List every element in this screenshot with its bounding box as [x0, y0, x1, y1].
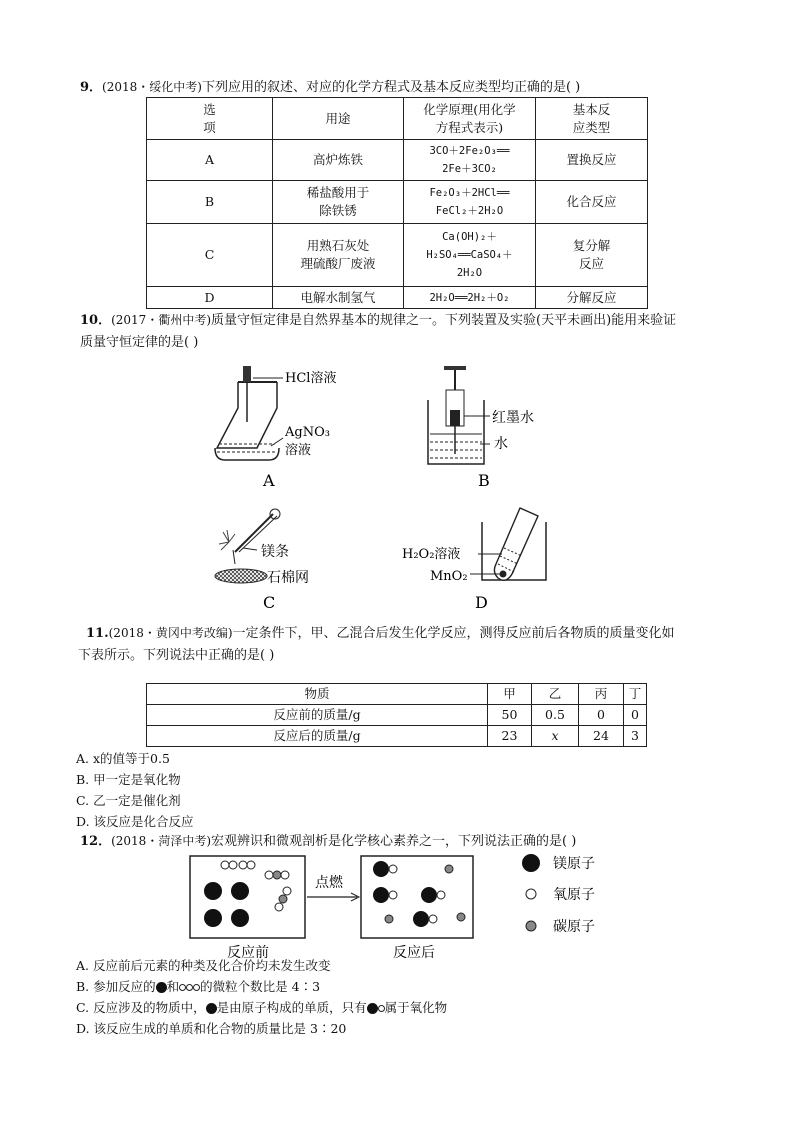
q11-cell: x: [532, 726, 579, 747]
legend-o: 氧原子: [553, 887, 595, 903]
q12-option-c-part3: 属于氧化物: [384, 1000, 448, 1015]
mno2-powder: [500, 571, 507, 578]
table-row: [147, 726, 647, 747]
c-atom-icon: [526, 921, 536, 931]
q11-header-ding: 丁: [624, 684, 647, 705]
q9-cell-eq: [404, 140, 536, 181]
q9-eq-line: 2H₂O══2H₂＋O₂: [429, 291, 510, 304]
q9-text: 下列应用的叙述、对应的化学方程式及基本反应类型均正确的是( ): [201, 80, 581, 95]
q12-option-c-part1: C. 反应涉及的物质中，: [76, 1000, 206, 1015]
q11-line1: 一定条件下，甲、乙混合后发生化学反应，测得反应前后各物质的质量变化如: [232, 626, 675, 641]
mgo-molecule-icon: [367, 1003, 378, 1014]
q10-stem: [80, 309, 676, 354]
q11-cell: 0: [624, 705, 647, 726]
flask-base: [215, 448, 279, 460]
arrow-label: 点燃: [315, 875, 343, 891]
fig-c-bottom-label: 石棉网: [267, 570, 309, 586]
q9-cell-opt: A: [147, 140, 273, 181]
q10-number: 10．: [80, 313, 112, 328]
q9-cell-use: 高炉炼铁: [273, 140, 404, 181]
q9-number: 9．: [80, 80, 103, 95]
mg-atom-icon: [156, 982, 167, 993]
q9-cell-type: 置换反应: [536, 140, 648, 181]
q9-header-type: 基本反 应类型: [536, 98, 648, 140]
fig-c-letter: C: [263, 593, 276, 612]
q12-option-b-part1: B. 参加反应的: [76, 979, 156, 994]
q9-cell-eq: [404, 287, 536, 309]
q11-row-label: 反应后的质量/g: [147, 726, 488, 747]
q12-options: [76, 955, 447, 1039]
fig-a-letter: A: [263, 471, 275, 490]
red-ink: [450, 410, 460, 426]
after-particles: [373, 861, 465, 927]
q12-option-c: [76, 997, 447, 1018]
q9-cell-eq: [404, 181, 536, 224]
q11-cell: 50: [488, 705, 532, 726]
asbestos-net: [215, 569, 267, 583]
fig-d-bottom-label: MnO₂: [430, 569, 468, 584]
q9-eq-line: 3CO＋2Fe₂O₃══: [429, 145, 510, 157]
mg-ribbon: [233, 550, 235, 564]
q9-cell-use: 稀盐酸用于 除铁锈: [273, 181, 404, 224]
q11-cell: 23: [488, 726, 532, 747]
o-atom-icon: [526, 889, 536, 899]
q9-eq-line: FeCl₂＋2H₂O: [435, 205, 504, 217]
q11-source: (2018・黄冈中考改编): [108, 626, 233, 640]
q11-header-bing: 丙: [579, 684, 624, 705]
o2-molecule-icon: [179, 984, 186, 991]
q11-header-substance: 物质: [147, 684, 488, 705]
q9-header-principle: 化学原理(用化学 方程式表示): [404, 98, 536, 140]
q12-text: 宏观辨识和微观剖析是化学核心素养之一，下列说法正确的是( ): [211, 834, 577, 849]
table-row: [147, 140, 648, 181]
q12-number: 12．: [80, 834, 112, 849]
q11-stem: [78, 622, 675, 667]
fig-d-letter: D: [475, 593, 488, 612]
table-row: [147, 181, 648, 224]
q12-option-d: D. 该反应生成的单质和化合物的质量比是 3∶20: [76, 1021, 347, 1036]
q9-eq-line: H₂SO₄══CaSO₄＋: [426, 249, 513, 261]
q12-option-a: A. 反应前后元素的种类及化合价均未发生改变: [76, 958, 331, 973]
q11-number: 11.: [86, 626, 109, 641]
figure-a-flask: [205, 360, 345, 490]
q11-option-d: D. 该反应是化合反应: [76, 814, 194, 829]
before-particles: [204, 861, 291, 927]
q11-cell: 0.5: [532, 705, 579, 726]
q9-eq-line: Fe₂O₃＋2HCl══: [429, 187, 510, 199]
q9-eq-line: Ca(OH)₂＋: [442, 231, 497, 243]
plunger-head: [444, 366, 466, 370]
q11-header-yi: 乙: [532, 684, 579, 705]
q12-stem: [80, 830, 576, 853]
c-atom-small-icon: [186, 984, 193, 991]
dropper-bulb: [243, 366, 251, 382]
legend-c: 碳原子: [553, 919, 595, 935]
q12-option-b: [76, 976, 447, 997]
mg-atom-icon: [522, 854, 540, 872]
q9-cell-type: 化合反应: [536, 181, 648, 224]
q12-source: (2018・菏泽中考): [111, 834, 211, 848]
q11-option-a: A. x的值等于0.5: [76, 751, 170, 766]
table-row: [147, 224, 648, 287]
q11-table: [146, 683, 647, 747]
q10-line1: 质量守恒定律是自然界基本的规律之一。下列装置及实验(天平未画出)能用来验证: [211, 313, 677, 328]
q9-cell-opt: B: [147, 181, 273, 224]
fig-a-bottom-label1: AgNO₃: [285, 425, 330, 440]
fig-b-letter: B: [478, 471, 490, 490]
q9-eq-line: 2Fe＋3CO₂: [442, 163, 497, 175]
q9-cell-opt: D: [147, 287, 273, 309]
q9-cell-type: 分解反应: [536, 287, 648, 309]
q11-cell: 3: [624, 726, 647, 747]
mg-atom-icon: [206, 1003, 217, 1014]
o-atom-small-icon: [378, 1005, 385, 1012]
q11-option-c: C. 乙一定是催化剂: [76, 793, 181, 808]
table-row: [147, 287, 648, 309]
q9-cell-use: 用熟石灰处 理硫酸厂废液: [273, 224, 404, 287]
q9-table: [146, 97, 648, 309]
q10-line2: 质量守恒定律的是( ): [80, 335, 199, 350]
q11-options: [76, 748, 194, 832]
q9-header-use: 用途: [273, 98, 404, 140]
fig-a-top-label: HCl溶液: [285, 371, 337, 386]
legend-mg: 镁原子: [553, 856, 595, 872]
q11-cell: 0: [579, 705, 624, 726]
q9-eq-line: 2H₂O: [456, 267, 483, 279]
q10-source: (2017・衢州中考): [111, 313, 211, 327]
q12-option-b-part3: 的微粒个数比是 4∶3: [200, 979, 321, 994]
q9-cell-opt: C: [147, 224, 273, 287]
fig-d-top-label: H₂O₂溶液: [402, 547, 461, 562]
fig-b-bottom-label: 水: [494, 436, 508, 452]
q9-cell-type: 复分解 反应: [536, 224, 648, 287]
leader-line: [243, 548, 257, 550]
q12-option-c-part2: 是由原子构成的单质，只有: [216, 1000, 367, 1015]
q9-cell-use: 电解水制氢气: [273, 287, 404, 309]
q9-cell-eq: [404, 224, 536, 287]
q9-source: (2018・绥化中考): [102, 80, 202, 94]
q11-option-b: B. 甲一定是氧化物: [76, 772, 181, 787]
q11-line2: 下表所示。下列说法中正确的是( ): [78, 648, 275, 663]
leader-line: [271, 438, 283, 446]
legend: [522, 854, 595, 935]
q9-header-option: 选 项: [147, 98, 273, 140]
figure-c-magnesium: [205, 500, 345, 615]
fig-b-top-label: 红墨水: [492, 410, 534, 426]
q12-reaction-diagram: [185, 853, 625, 963]
table-row: [147, 705, 647, 726]
q11-row-label: 反应前的质量/g: [147, 705, 488, 726]
q11-cell: 24: [579, 726, 624, 747]
test-tube: [494, 508, 538, 580]
figure-d-testtube: [400, 500, 570, 615]
fig-a-bottom-label2: 溶液: [285, 443, 312, 458]
after-label: 反应后: [393, 945, 435, 961]
before-label: 反应前: [227, 945, 269, 961]
fig-c-top-label: 镁条: [261, 544, 289, 560]
q12-option-b-part2: 和: [166, 979, 180, 994]
q9-stem: [80, 76, 580, 99]
q11-header-jia: 甲: [488, 684, 532, 705]
figure-b-syringe: [420, 360, 560, 490]
